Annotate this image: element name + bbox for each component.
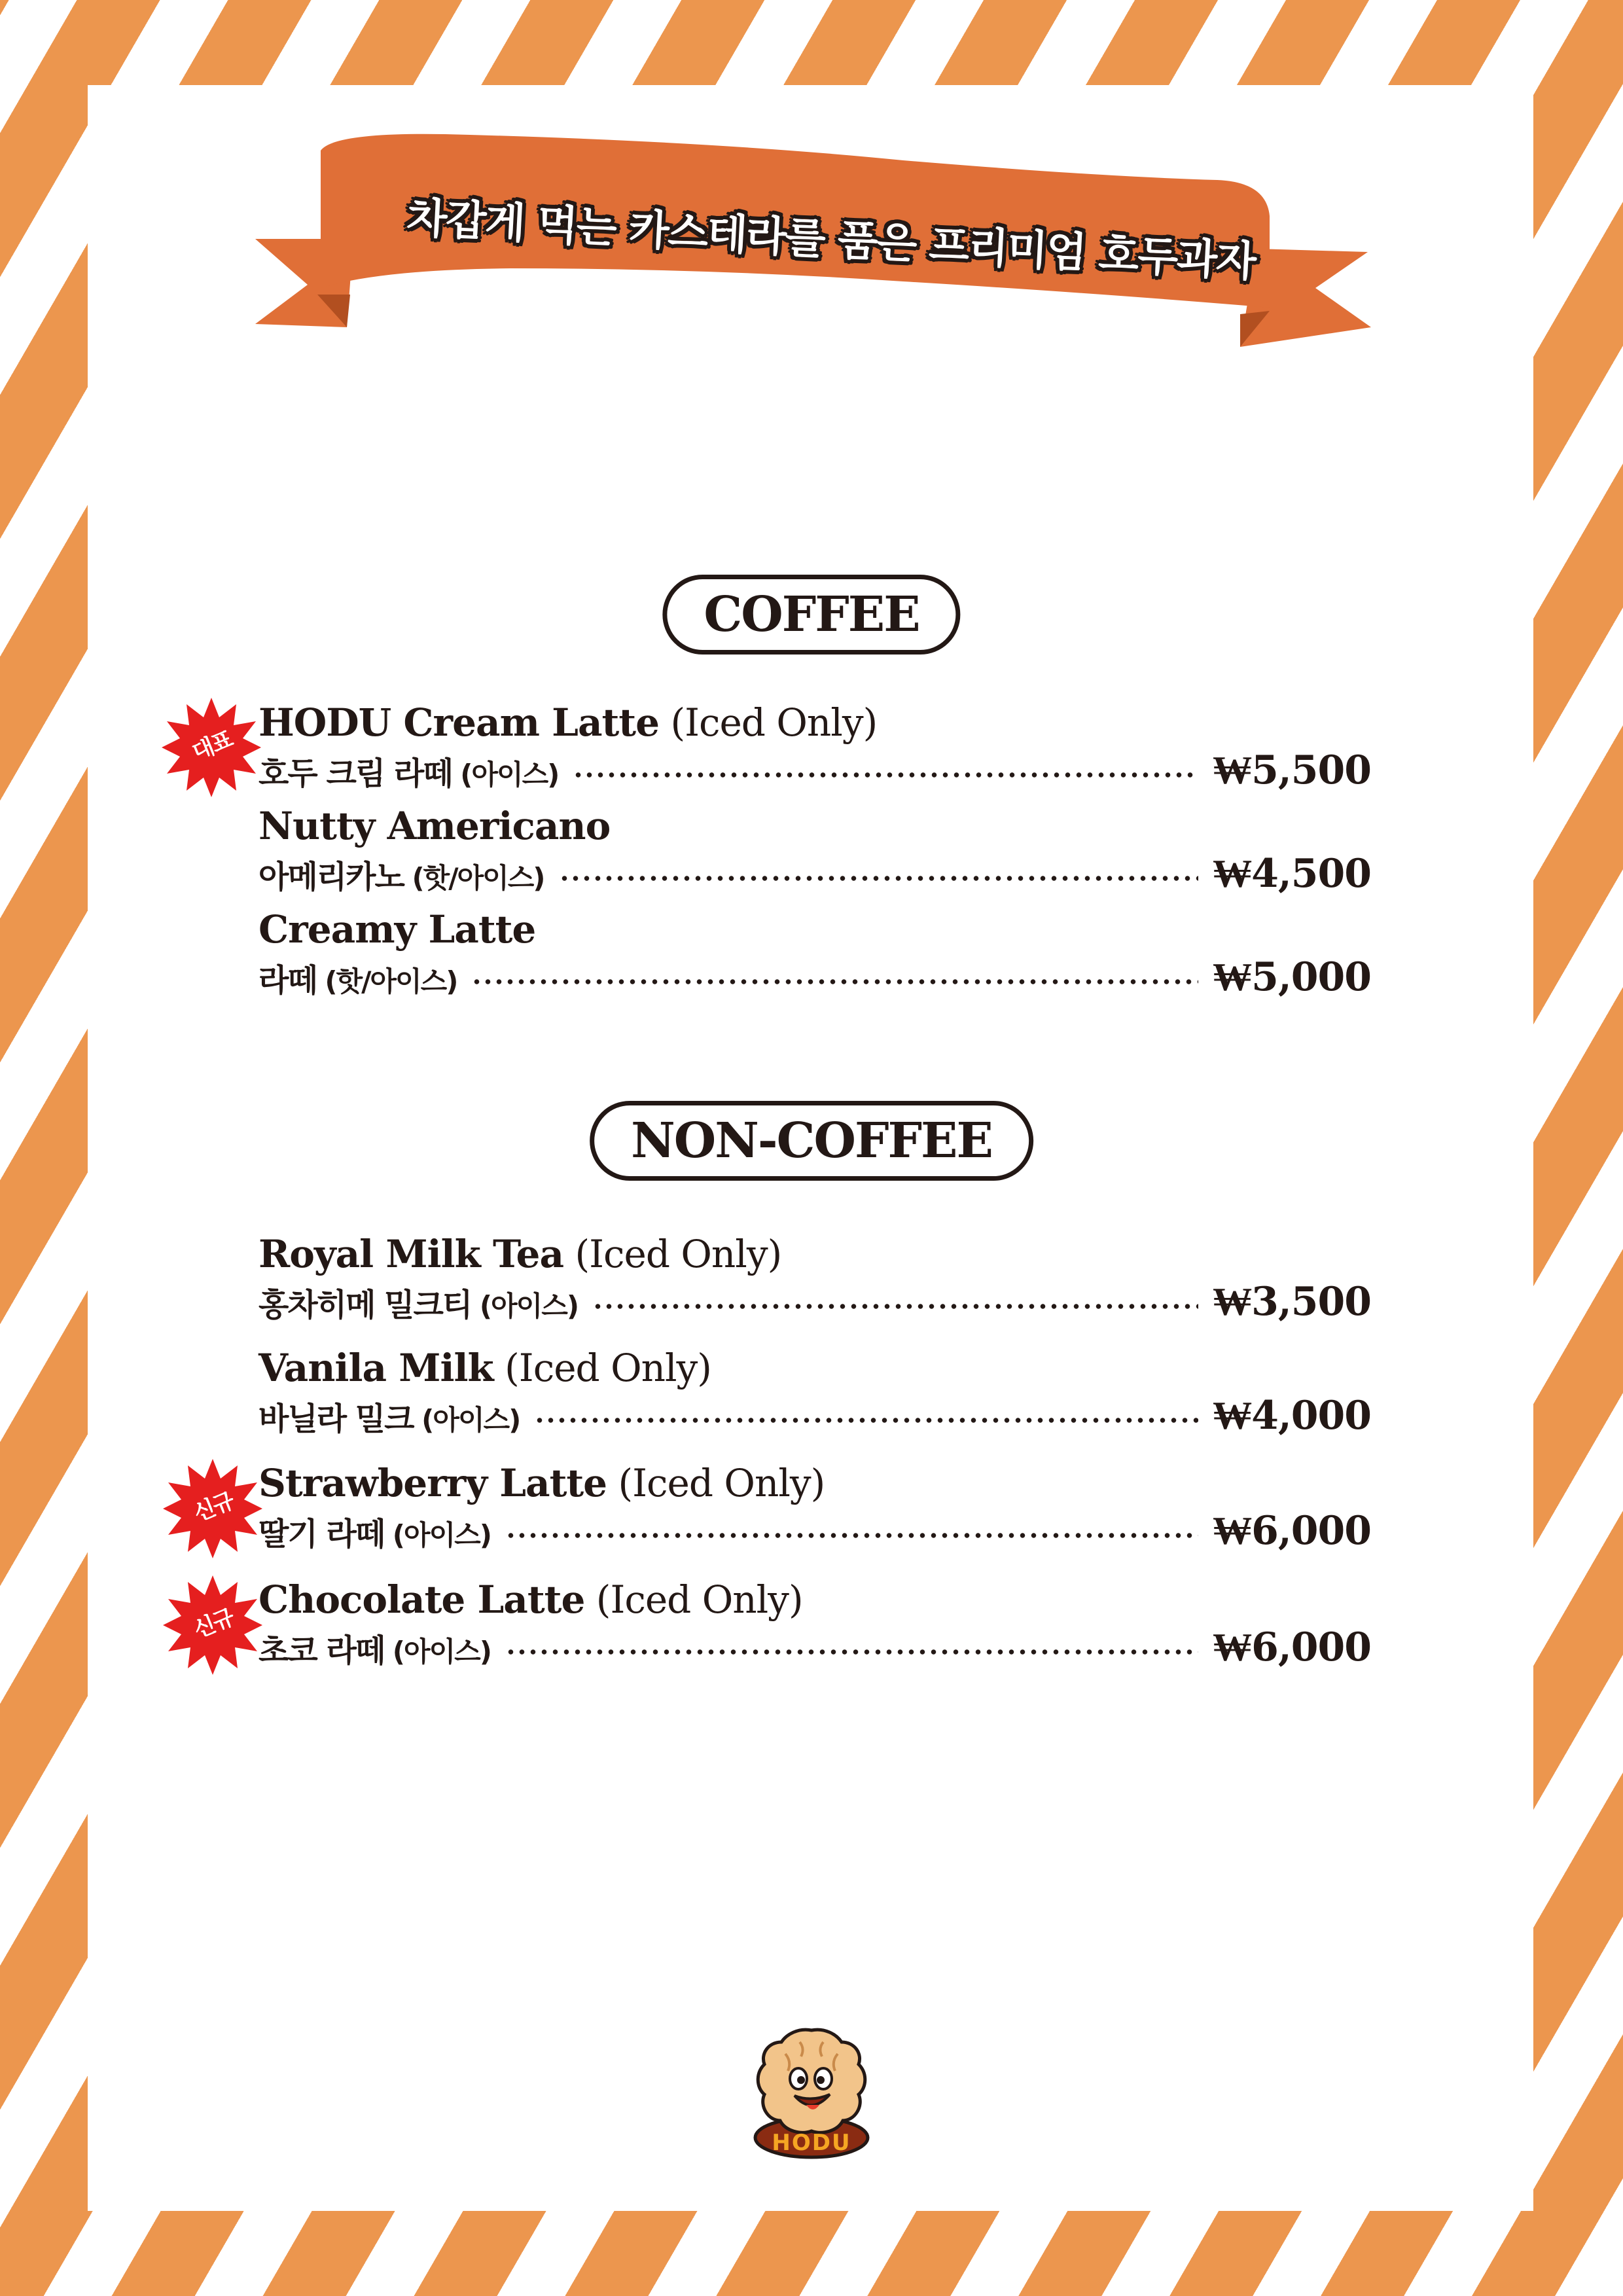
item-name-kr: 바닐라 밀크 (아이스)	[259, 1400, 520, 1437]
banner-text: 차갑게 먹는 카스테라를 품은 프리미엄 호두과자	[405, 194, 1257, 287]
item-name-kr: 홍차히메 밀크티 (아이스)	[259, 1286, 579, 1323]
dot-leader	[573, 772, 1198, 778]
menu-item-vanila-milk	[259, 1346, 1371, 1444]
menu-item-creamy-latte	[259, 907, 1371, 1005]
menu-item-hodu-cream-latte	[259, 700, 1371, 798]
dot-leader	[534, 1418, 1198, 1423]
item-price: ₩5,000	[1213, 954, 1371, 1000]
item-name-en: Nutty Americano	[259, 804, 611, 848]
menu-item-royal-milk-tea	[259, 1232, 1371, 1330]
item-name-kr: 딸기 라떼 (아이스)	[259, 1515, 491, 1552]
item-name-en: Chocolate Latte (Iced Only)	[259, 1577, 803, 1622]
section-title-coffee: COFFEE	[662, 575, 960, 655]
header-ribbon	[249, 124, 1374, 360]
item-name-en: Vanila Milk (Iced Only)	[259, 1346, 711, 1390]
menu-item-nutty-americano	[259, 804, 1371, 902]
dot-leader	[471, 979, 1198, 984]
item-name-en: HODU Cream Latte (Iced Only)	[259, 700, 878, 745]
badge-new	[160, 1456, 265, 1561]
menu-item-chocolate-latte	[259, 1577, 1371, 1676]
dot-leader	[559, 876, 1199, 881]
section-title-noncoffee: NON-COFFEE	[590, 1101, 1033, 1181]
dot-leader	[592, 1304, 1198, 1309]
logo-text: HODU	[772, 2130, 851, 2156]
item-price: ₩3,500	[1213, 1279, 1371, 1325]
item-name-en: Royal Milk Tea (Iced Only)	[259, 1232, 782, 1276]
dot-leader	[505, 1649, 1198, 1655]
item-name-kr: 호두 크림 라떼 (아이스)	[259, 755, 559, 792]
item-price: ₩6,000	[1213, 1508, 1371, 1554]
item-name-en: Creamy Latte	[259, 907, 536, 952]
item-price: ₩5,500	[1213, 747, 1371, 793]
badge-label: 신규	[190, 1487, 238, 1527]
badge-label: 신규	[190, 1604, 238, 1643]
item-name-kr: 라떼 (핫/아이스)	[259, 961, 457, 999]
badge-label: 대표	[188, 726, 236, 766]
badge-new	[160, 1573, 265, 1677]
hodu-logo	[746, 2022, 877, 2160]
item-price: ₩4,000	[1213, 1393, 1371, 1439]
dot-leader	[505, 1533, 1198, 1538]
item-price: ₩6,000	[1213, 1624, 1371, 1670]
item-name-en: Strawberry Latte (Iced Only)	[259, 1461, 825, 1505]
badge-signature	[159, 695, 264, 800]
item-name-kr: 초코 라떼 (아이스)	[259, 1632, 491, 1669]
menu-item-strawberry-latte	[259, 1461, 1371, 1559]
item-name-kr: 아메리카노 (핫/아이스)	[259, 858, 544, 895]
item-price: ₩4,500	[1213, 851, 1371, 897]
